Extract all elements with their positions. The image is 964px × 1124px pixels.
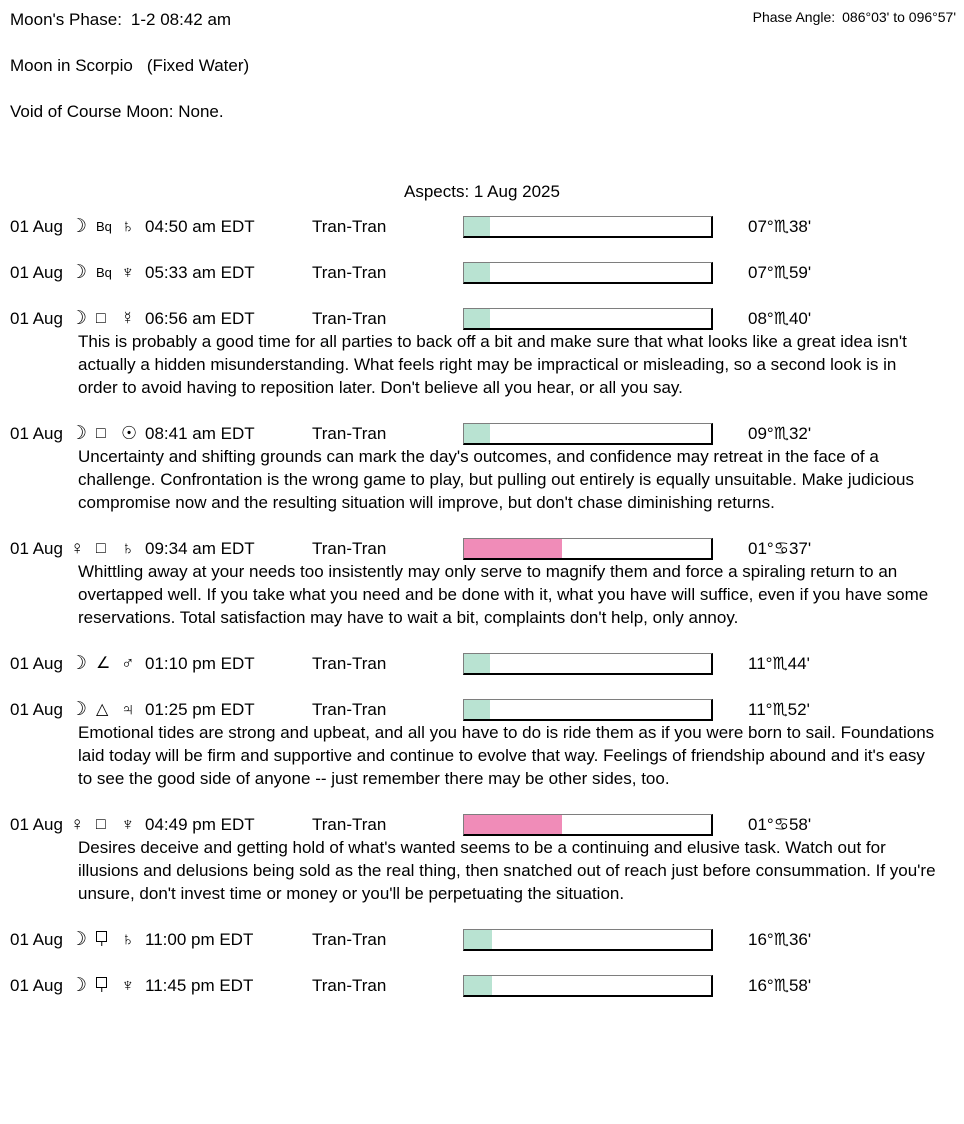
moons-phase-label: Moon's Phase:: [10, 10, 122, 29]
aspect-date: 01 Aug: [10, 815, 63, 834]
aspect-type: Tran-Tran: [312, 424, 387, 443]
aspect-time: 11:45 pm EDT: [145, 976, 254, 995]
moon-sign: Moon in Scorpio: [10, 56, 133, 75]
aspect-block: [10, 307, 964, 399]
saturn-icon: ♄: [121, 216, 135, 236]
orb-progress-bar: [463, 262, 713, 284]
aspect-date: 01 Aug: [10, 930, 63, 949]
moon-sign-quality: (Fixed Water): [146, 56, 250, 75]
square-icon: □: [96, 816, 106, 833]
mercury-icon: ☿: [121, 308, 135, 328]
orb-progress-bar: [463, 653, 713, 675]
jupiter-icon: ♃: [121, 699, 135, 719]
moon-icon: ☽: [70, 699, 88, 720]
orb-progress-bar: [463, 929, 713, 951]
aspects-title: Aspects: 1 Aug 2025: [404, 182, 560, 201]
square-icon: □: [96, 310, 106, 327]
venus-icon: ♀: [70, 538, 85, 559]
moon-icon: ☽: [70, 308, 88, 329]
aspect-time: 01:10 pm EDT: [145, 654, 255, 673]
semisquare-icon: ∠: [96, 655, 111, 672]
moons-phase-line: [10, 8, 231, 31]
aspect-position: 11°♏52': [748, 700, 810, 719]
aspect-position: 09°♏32': [748, 424, 812, 443]
aspect-type: Tran-Tran: [312, 976, 387, 995]
aspect-date: 01 Aug: [10, 217, 63, 236]
orb-progress-fill: [464, 309, 490, 328]
aspect-description: Desires deceive and getting hold of what's wanted seems to be a continuing and elusive task. Watch out for illusions and delusions being sold as the real thing, then snatched out of reach just before consummation. If you're unsure, don't invest time or money or you'll be perpetuating the situation.: [78, 838, 936, 903]
aspect-block: [10, 974, 964, 997]
orb-progress-fill: [464, 263, 490, 282]
orb-progress-bar: [463, 423, 713, 445]
neptune-icon: ♆: [121, 814, 135, 834]
sesquiquadrate-icon: [96, 977, 107, 988]
aspect-block: [10, 928, 964, 951]
aspect-row: [10, 422, 964, 445]
aspect-time: 09:34 am EDT: [145, 539, 255, 558]
orb-progress-bar: [463, 975, 713, 997]
square-icon: □: [96, 425, 106, 442]
orb-progress-bar: [463, 814, 713, 836]
aspect-row: [10, 537, 964, 560]
aspect-date: 01 Aug: [10, 539, 63, 558]
moon-icon: ☽: [70, 216, 88, 237]
phase-angle-line: [753, 8, 956, 26]
biquintile-icon: Bq: [96, 219, 112, 234]
aspect-type: Tran-Tran: [312, 654, 387, 673]
aspect-block: [10, 215, 964, 238]
orb-progress-bar: [463, 699, 713, 721]
orb-progress-bar: [463, 308, 713, 330]
aspect-block: [10, 537, 964, 629]
aspect-time: 11:00 pm EDT: [145, 930, 254, 949]
aspect-time: 01:25 pm EDT: [145, 700, 255, 719]
aspect-date: 01 Aug: [10, 654, 63, 673]
moon-icon: ☽: [70, 929, 88, 950]
mars-icon: ♂: [121, 653, 135, 673]
trine-icon: △: [96, 701, 109, 718]
aspect-time: 04:50 am EDT: [145, 217, 255, 236]
venus-icon: ♀: [70, 814, 85, 835]
aspect-time: 04:49 pm EDT: [145, 815, 255, 834]
aspect-row: [10, 813, 964, 836]
sun-icon: ☉: [121, 423, 138, 443]
moon-icon: ☽: [70, 423, 88, 444]
orb-progress-bar: [463, 538, 713, 560]
aspect-position: 16°♏36': [748, 930, 812, 949]
aspect-block: [10, 698, 964, 790]
aspect-time: 06:56 am EDT: [145, 309, 255, 328]
aspect-type: Tran-Tran: [312, 700, 387, 719]
aspect-row: [10, 215, 964, 238]
aspect-block: [10, 813, 964, 905]
aspect-block: [10, 422, 964, 514]
moon-icon: ☽: [70, 262, 88, 283]
aspect-type: Tran-Tran: [312, 930, 387, 949]
aspect-date: 01 Aug: [10, 700, 63, 719]
orb-progress-fill: [464, 539, 562, 558]
biquintile-icon: Bq: [96, 265, 112, 280]
aspect-row: [10, 652, 964, 675]
aspect-description: Uncertainty and shifting grounds can mark the day's outcomes, and confidence may retreat in the face of a challenge. Confrontation is the wrong game to play, but pulling out entirely is equally unsuitable. Make judicious compromise now and the resulting situation will improve, but don't chase diminishing returns.: [78, 447, 915, 512]
phase-angle-label: Phase Angle:: [752, 9, 836, 25]
aspect-type: Tran-Tran: [312, 309, 387, 328]
aspect-position: 01°♋58': [748, 815, 812, 834]
aspect-position: 08°♏40': [748, 309, 812, 328]
saturn-icon: ♄: [121, 538, 135, 558]
aspect-date: 01 Aug: [10, 263, 63, 282]
header: [10, 8, 964, 31]
void-of-course-line: Void of Course Moon: None.: [10, 102, 224, 121]
moons-phase-value: 1-2 08:42 am: [130, 10, 232, 29]
aspect-position: 01°♋37': [748, 539, 812, 558]
aspect-type: Tran-Tran: [312, 815, 387, 834]
orb-progress-fill: [464, 424, 490, 443]
aspect-row: [10, 261, 964, 284]
square-icon: □: [96, 540, 106, 557]
orb-progress-fill: [464, 930, 492, 949]
aspect-date: 01 Aug: [10, 976, 63, 995]
aspect-description: Emotional tides are strong and upbeat, and all you have to do is ride them as if you were born to sail. Foundations laid today will be firm and supportive and continue to evolve that way. Feelings of friendship abound and it's easy to see the good side of anyone -- just remember there may be other sides, too.: [78, 723, 935, 788]
aspect-row: [10, 974, 964, 997]
saturn-icon: ♄: [121, 929, 135, 949]
orb-progress-fill: [464, 700, 490, 719]
aspect-block: [10, 261, 964, 284]
aspect-row: [10, 307, 964, 330]
aspect-time: 08:41 am EDT: [145, 424, 255, 443]
aspect-block: [10, 652, 964, 675]
moon-icon: ☽: [70, 975, 88, 996]
aspect-position: 07°♏59': [748, 263, 812, 282]
orb-progress-fill: [464, 217, 490, 236]
moon-sign-line: [10, 54, 964, 77]
aspect-position: 16°♏58': [748, 976, 812, 995]
neptune-icon: ♆: [121, 262, 135, 282]
aspect-date: 01 Aug: [10, 424, 63, 443]
sesquiquadrate-icon: [96, 931, 107, 942]
aspect-description: This is probably a good time for all parties to back off a bit and make sure that what looks like a great idea isn't actually a hidden misunderstanding. What feels right may be impractical or misleading, so a second look is in order to avoid having to reposition later. Don't believe all you hear, or all you say.: [78, 332, 907, 397]
orb-progress-fill: [464, 654, 490, 673]
aspect-position: 07°♏38': [748, 217, 812, 236]
aspect-type: Tran-Tran: [312, 217, 387, 236]
aspect-position: 11°♏44': [748, 654, 810, 673]
orb-progress-bar: [463, 216, 713, 238]
orb-progress-fill: [464, 976, 492, 995]
moon-icon: ☽: [70, 653, 88, 674]
aspect-row: [10, 928, 964, 951]
aspect-description: Whittling away at your needs too insistently may only serve to magnify them and force a spiraling return to an overtapped well. If you take what you need and be done with it, what you have will suffice, even if you have some reservations. Total satisfaction may have to wait a bit, complaints don't help, only annoy.: [78, 562, 929, 627]
orb-progress-fill: [464, 815, 562, 834]
aspect-date: 01 Aug: [10, 309, 63, 328]
phase-angle-value: 086°03' to 096°57': [842, 9, 956, 25]
aspect-row: [10, 698, 964, 721]
aspect-type: Tran-Tran: [312, 539, 387, 558]
aspect-time: 05:33 am EDT: [145, 263, 255, 282]
neptune-icon: ♆: [121, 975, 135, 995]
aspect-type: Tran-Tran: [312, 263, 387, 282]
